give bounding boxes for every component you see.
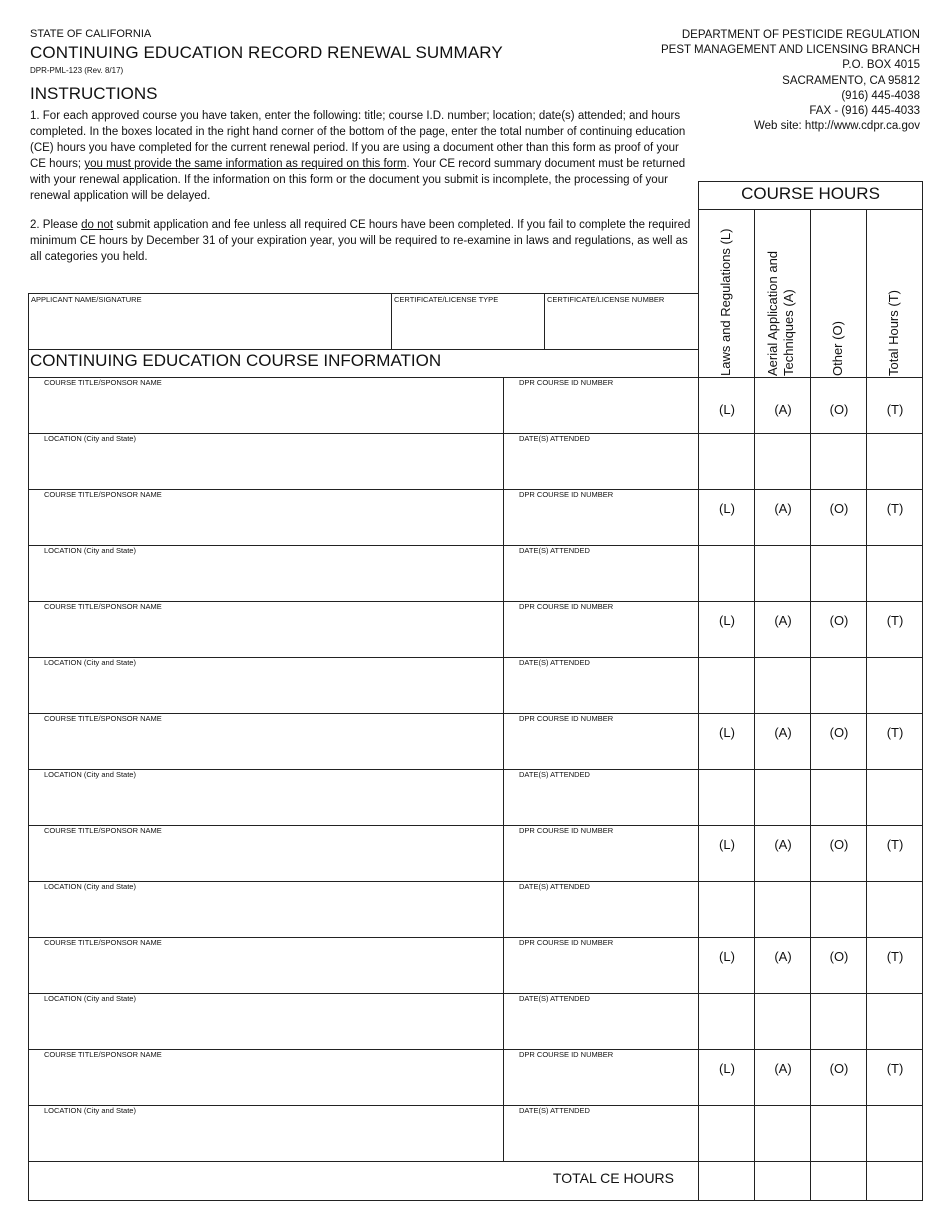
location-label: LOCATION (City and State) <box>44 546 136 555</box>
hours-marker-other: (O) <box>829 837 849 852</box>
hours-field-aerial[interactable] <box>755 658 810 713</box>
divider <box>28 349 698 350</box>
course-title-field[interactable] <box>29 499 503 544</box>
hours-field-aerial[interactable] <box>755 994 810 1049</box>
course-id-label: DPR COURSE ID NUMBER <box>519 714 614 723</box>
hours-marker-total: (T) <box>886 501 904 516</box>
course-title-label: COURSE TITLE/SPONSOR NAME <box>44 602 162 611</box>
hours-field-total[interactable] <box>867 546 922 601</box>
hours-field-other[interactable] <box>811 546 866 601</box>
divider <box>698 181 923 182</box>
course-id-field[interactable] <box>504 723 698 768</box>
hours-marker-laws: (L) <box>719 501 735 516</box>
course-id-label: DPR COURSE ID NUMBER <box>519 490 614 499</box>
hours-marker-laws: (L) <box>719 613 735 628</box>
course-id-label: DPR COURSE ID NUMBER <box>519 378 614 387</box>
location-field[interactable] <box>29 779 503 824</box>
license-type-label: CERTIFICATE/LICENSE TYPE <box>394 295 499 304</box>
dates-attended-label: DATE(S) ATTENDED <box>519 882 590 891</box>
hours-marker-laws: (L) <box>719 1061 735 1076</box>
dates-attended-label: DATE(S) ATTENDED <box>519 546 590 555</box>
instruction-paragraph-1 <box>30 108 695 204</box>
hours-field-other[interactable] <box>811 994 866 1049</box>
hours-field-total[interactable] <box>867 770 922 825</box>
state-label: STATE OF CALIFORNIA <box>30 28 152 40</box>
dates-attended-label: DATE(S) ATTENDED <box>519 770 590 779</box>
course-title-field[interactable] <box>29 835 503 880</box>
dates-attended-field[interactable] <box>504 891 698 936</box>
course-title-field[interactable] <box>29 947 503 992</box>
divider <box>28 713 923 714</box>
dept-name: DEPARTMENT OF PESTICIDE REGULATION <box>681 29 920 41</box>
hours-field-laws[interactable] <box>699 434 754 489</box>
col-header-other: Other (O) <box>830 321 845 376</box>
website: Web site: http://www.cdpr.ca.gov <box>754 120 920 133</box>
course-title-label: COURSE TITLE/SPONSOR NAME <box>44 490 162 499</box>
hours-field-other[interactable] <box>811 770 866 825</box>
applicant-name-field[interactable] <box>29 303 391 348</box>
license-number-label: CERTIFICATE/LICENSE NUMBER <box>547 295 665 304</box>
hours-field-other[interactable] <box>811 658 866 713</box>
hours-marker-laws: (L) <box>719 949 735 964</box>
po-box: P.O. BOX 4015 <box>842 59 920 72</box>
course-id-label: DPR COURSE ID NUMBER <box>519 602 614 611</box>
location-label: LOCATION (City and State) <box>44 658 136 667</box>
city-zip: SACRAMENTO, CA 95812 <box>782 74 920 87</box>
license-type-field[interactable] <box>392 303 544 348</box>
dates-attended-label: DATE(S) ATTENDED <box>519 434 590 443</box>
col-header-total: Total Hours (T) <box>886 290 901 376</box>
course-title-label: COURSE TITLE/SPONSOR NAME <box>44 378 162 387</box>
instruction-2-text-end: submit application and fee unless all required CE hours have been completed. If you fail to complete the required minimum CE hours by December 31 of your expiration year, you will be required to re-examine in laws and regulations, as well as all categories you held. <box>30 219 691 263</box>
hours-marker-total: (T) <box>886 725 904 740</box>
hours-marker-other: (O) <box>829 501 849 516</box>
course-id-field[interactable] <box>504 499 698 544</box>
divider <box>28 293 698 294</box>
divider <box>922 181 923 1201</box>
total-ce-hours-label: TOTAL CE HOURS <box>552 1170 674 1186</box>
divider <box>28 1200 923 1201</box>
hours-field-aerial[interactable] <box>755 546 810 601</box>
hours-field-aerial[interactable] <box>755 434 810 489</box>
course-title-field[interactable] <box>29 611 503 656</box>
hours-field-total[interactable] <box>867 658 922 713</box>
hours-field-aerial[interactable] <box>755 770 810 825</box>
hours-field-aerial[interactable] <box>755 882 810 937</box>
dates-attended-field[interactable] <box>504 1115 698 1160</box>
course-id-field[interactable] <box>504 835 698 880</box>
hours-marker-aerial: (A) <box>774 837 792 852</box>
hours-field-laws[interactable] <box>699 658 754 713</box>
hours-marker-aerial: (A) <box>774 501 792 516</box>
instruction-1-text-end: . Your CE record summary document must be returned with your renewal application. If the information on this form or the document you submit is incomplete, the processing of your renewal application will be delayed. <box>30 158 686 202</box>
divider <box>28 1049 923 1050</box>
hours-field-laws[interactable] <box>699 770 754 825</box>
dates-attended-field[interactable] <box>504 443 698 488</box>
hours-marker-laws: (L) <box>719 837 735 852</box>
hours-field-aerial[interactable] <box>755 1106 810 1161</box>
instruction-2-text: 2. Please <box>30 219 82 231</box>
hours-field-laws[interactable] <box>699 1106 754 1161</box>
dates-attended-label: DATE(S) ATTENDED <box>519 658 590 667</box>
location-field[interactable] <box>29 891 503 936</box>
dates-attended-label: DATE(S) ATTENDED <box>519 1106 590 1115</box>
hours-field-laws[interactable] <box>699 994 754 1049</box>
phone: (916) 445-4038 <box>841 89 920 102</box>
form-title: CONTINUING EDUCATION RECORD RENEWAL SUMMARY <box>30 43 503 62</box>
hours-marker-other: (O) <box>829 725 849 740</box>
hours-field-laws[interactable] <box>699 546 754 601</box>
hours-marker-aerial: (A) <box>774 1061 792 1076</box>
course-info-heading: CONTINUING EDUCATION COURSE INFORMATION <box>30 351 442 370</box>
hours-field-total[interactable] <box>867 994 922 1049</box>
total-hours-field[interactable] <box>699 1162 922 1200</box>
hours-marker-other: (O) <box>829 613 849 628</box>
hours-marker-aerial: (A) <box>774 725 792 740</box>
hours-field-other[interactable] <box>811 434 866 489</box>
course-id-label: DPR COURSE ID NUMBER <box>519 938 614 947</box>
hours-marker-aerial: (A) <box>774 402 792 417</box>
instruction-paragraph-2 <box>30 217 695 265</box>
hours-field-other[interactable] <box>811 1106 866 1161</box>
divider <box>28 825 923 826</box>
location-field[interactable] <box>29 1003 503 1048</box>
dates-attended-field[interactable] <box>504 1003 698 1048</box>
course-id-field[interactable] <box>504 947 698 992</box>
hours-field-total[interactable] <box>867 434 922 489</box>
dates-attended-field[interactable] <box>504 779 698 824</box>
course-title-field[interactable] <box>29 723 503 768</box>
form-number: DPR-PML-123 (Rev. 8/17) <box>30 66 124 75</box>
fax: FAX - (916) 445-4033 <box>809 105 920 118</box>
instruction-1-underlined: you must provide the same information as required on this form <box>84 158 407 170</box>
hours-marker-total: (T) <box>886 837 904 852</box>
hours-marker-other: (O) <box>829 402 849 417</box>
branch-name: PEST MANAGEMENT AND LICENSING BRANCH <box>660 44 920 57</box>
course-title-label: COURSE TITLE/SPONSOR NAME <box>44 1050 162 1059</box>
course-title-label: COURSE TITLE/SPONSOR NAME <box>44 826 162 835</box>
location-field[interactable] <box>29 1115 503 1160</box>
location-field[interactable] <box>29 555 503 600</box>
dates-attended-field[interactable] <box>504 555 698 600</box>
hours-marker-other: (O) <box>829 1061 849 1076</box>
course-title-field[interactable] <box>29 387 503 432</box>
dates-attended-field[interactable] <box>504 667 698 712</box>
course-id-field[interactable] <box>504 611 698 656</box>
divider <box>28 377 923 378</box>
hours-marker-total: (T) <box>886 402 904 417</box>
instruction-1-text: 1. For each approved course you have taken, enter the following: title; course I.D. number; location; date(s) attended; and hours completed. In the boxes located in the right hand corner of the bottom of the page, enter the total number of continuing education (CE) hours you have completed for the current renewal period. If you are using a document other than this form as proof of your CE hours; <box>30 110 686 170</box>
course-title-field[interactable] <box>29 1059 503 1104</box>
license-number-field[interactable] <box>545 303 697 348</box>
location-label: LOCATION (City and State) <box>44 770 136 779</box>
hours-marker-total: (T) <box>886 949 904 964</box>
divider <box>28 937 923 938</box>
course-id-field[interactable] <box>504 1059 698 1104</box>
location-field[interactable] <box>29 443 503 488</box>
course-hours-heading: COURSE HOURS <box>741 184 880 203</box>
course-id-field[interactable] <box>504 387 698 432</box>
hours-marker-other: (O) <box>829 949 849 964</box>
location-field[interactable] <box>29 667 503 712</box>
course-id-label: DPR COURSE ID NUMBER <box>519 1050 614 1059</box>
location-label: LOCATION (City and State) <box>44 1106 136 1115</box>
hours-marker-aerial: (A) <box>774 613 792 628</box>
col-header-aerial: Aerial Application and Techniques (A) <box>765 250 796 376</box>
hours-field-total[interactable] <box>867 1106 922 1161</box>
hours-marker-total: (T) <box>886 1061 904 1076</box>
instructions-heading: INSTRUCTIONS <box>30 84 158 103</box>
instruction-2-underlined: do not <box>81 219 114 231</box>
hours-field-total[interactable] <box>867 882 922 937</box>
divider <box>28 489 923 490</box>
course-id-label: DPR COURSE ID NUMBER <box>519 826 614 835</box>
dates-attended-label: DATE(S) ATTENDED <box>519 994 590 1003</box>
course-title-label: COURSE TITLE/SPONSOR NAME <box>44 938 162 947</box>
location-label: LOCATION (City and State) <box>44 994 136 1003</box>
department-address <box>661 28 920 134</box>
hours-marker-total: (T) <box>886 613 904 628</box>
hours-marker-aerial: (A) <box>774 949 792 964</box>
course-title-label: COURSE TITLE/SPONSOR NAME <box>44 714 162 723</box>
hours-field-laws[interactable] <box>699 882 754 937</box>
hours-marker-laws: (L) <box>719 725 735 740</box>
location-label: LOCATION (City and State) <box>44 882 136 891</box>
location-label: LOCATION (City and State) <box>44 434 136 443</box>
hours-marker-laws: (L) <box>719 402 735 417</box>
applicant-name-label: APPLICANT NAME/SIGNATURE <box>31 295 142 304</box>
col-header-laws: Laws and Regulations (L) <box>718 228 733 376</box>
hours-field-other[interactable] <box>811 882 866 937</box>
divider <box>28 601 923 602</box>
